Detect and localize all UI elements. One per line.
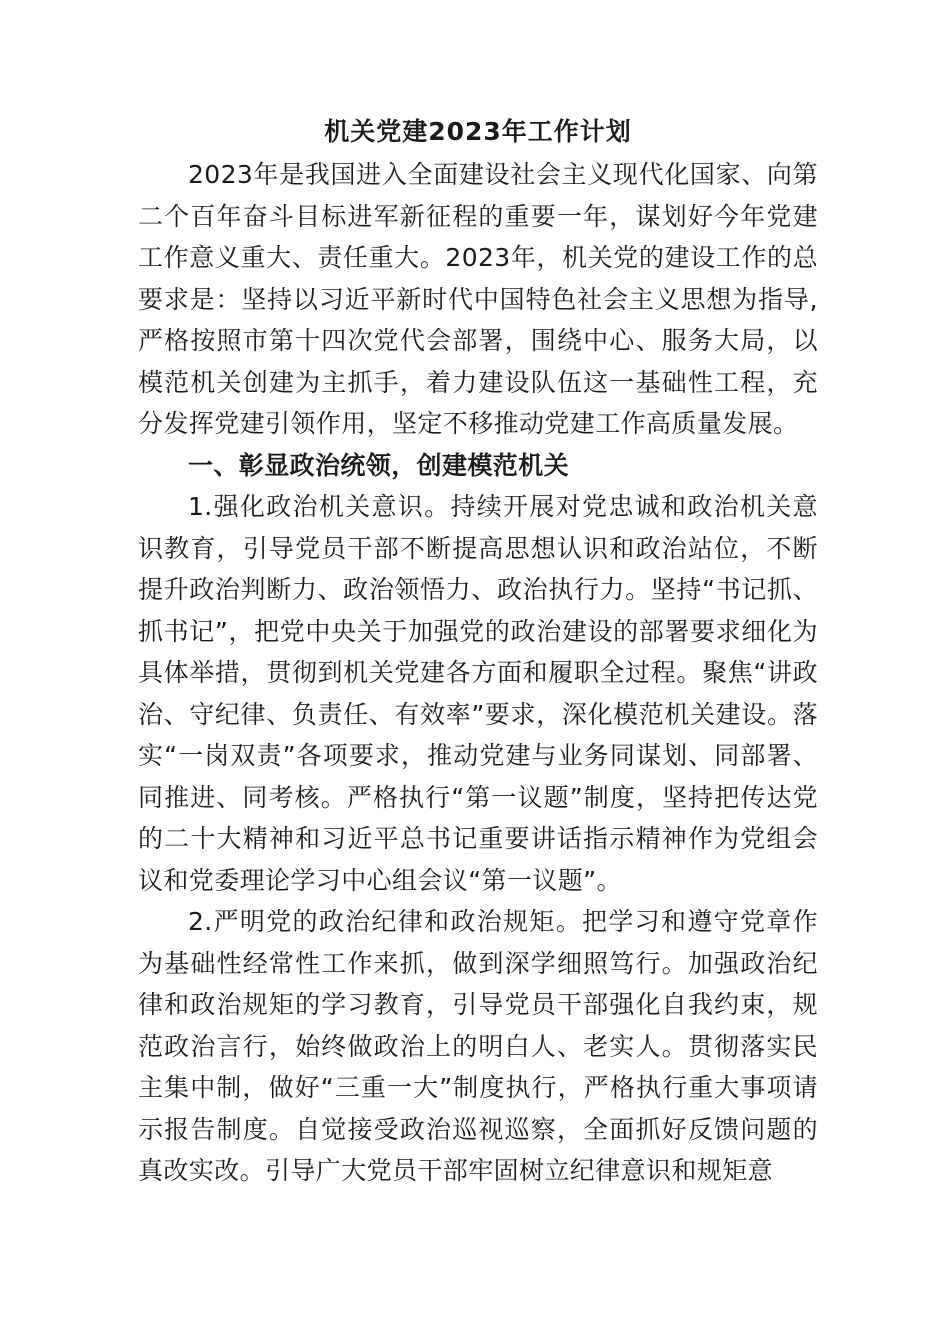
- document-title: 机关党建2023年工作计划: [324, 117, 632, 146]
- item-2-paragraph: 2.严明党的政治纪律和政治规矩。把学习和遵守党章作为基础性经常性工作来抓，做到深学细照笃行。加强政治纪律和政治规矩的学习教育，引导党员干部强化自我约束，规范政治言行，始终做政治上的明白人、老实人。贯彻落实民主集中制，做好“三重一大”制度执行，严格执行重大事项请示报告制度。自觉接受政治巡视巡察，全面抓好反馈问题的真改实改。引导广大党员干部牢固树立纪律意识和规矩意: [138, 907, 818, 1185]
- intro-paragraph: 2023年是我国进入全面建设社会主义现代化国家、向第二个百年奋斗目标进军新征程的重要一年，谋划好今年党建工作意义重大、责任重大。2023年，机关党的建设工作的总要求是：坚持以习近平新时代中国特色社会主义思想为指导,严格按照市第十四次党代会部署，围绕中心、服务大局，以模范机关创建为主抓手，着力建设队伍这一基础性工程，充分发挥党建引领作用，坚定不移推动党建工作高质量发展。: [138, 160, 818, 438]
- section-heading: 一、彰显政治统领，创建模范机关: [188, 450, 570, 480]
- item-1-paragraph: 1.强化政治机关意识。持续开展对党忠诚和政治机关意识教育，引导党员干部不断提高思想认识和政治站位，不断提升政治判断力、政治领悟力、政治执行力。坚持“书记抓、抓书记”，把党中央关于加强党的政治建设的部署要求细化为具体举措，贯彻到机关党建各方面和履职全过程。聚焦“讲政治、守纪律、负责任、有效率”要求，深化模范机关建设。落实“一岗双责”各项要求，推动党建与业务同谋划、同部署、同推进、同考核。严格执行“第一议题”制度，坚持把传达党的二十大精神和习近平总书记重要讲话指示精神作为党组会议和党委理论学习中心组会议“第一议题”。: [138, 492, 818, 895]
- document-page: [138, 112, 818, 1192]
